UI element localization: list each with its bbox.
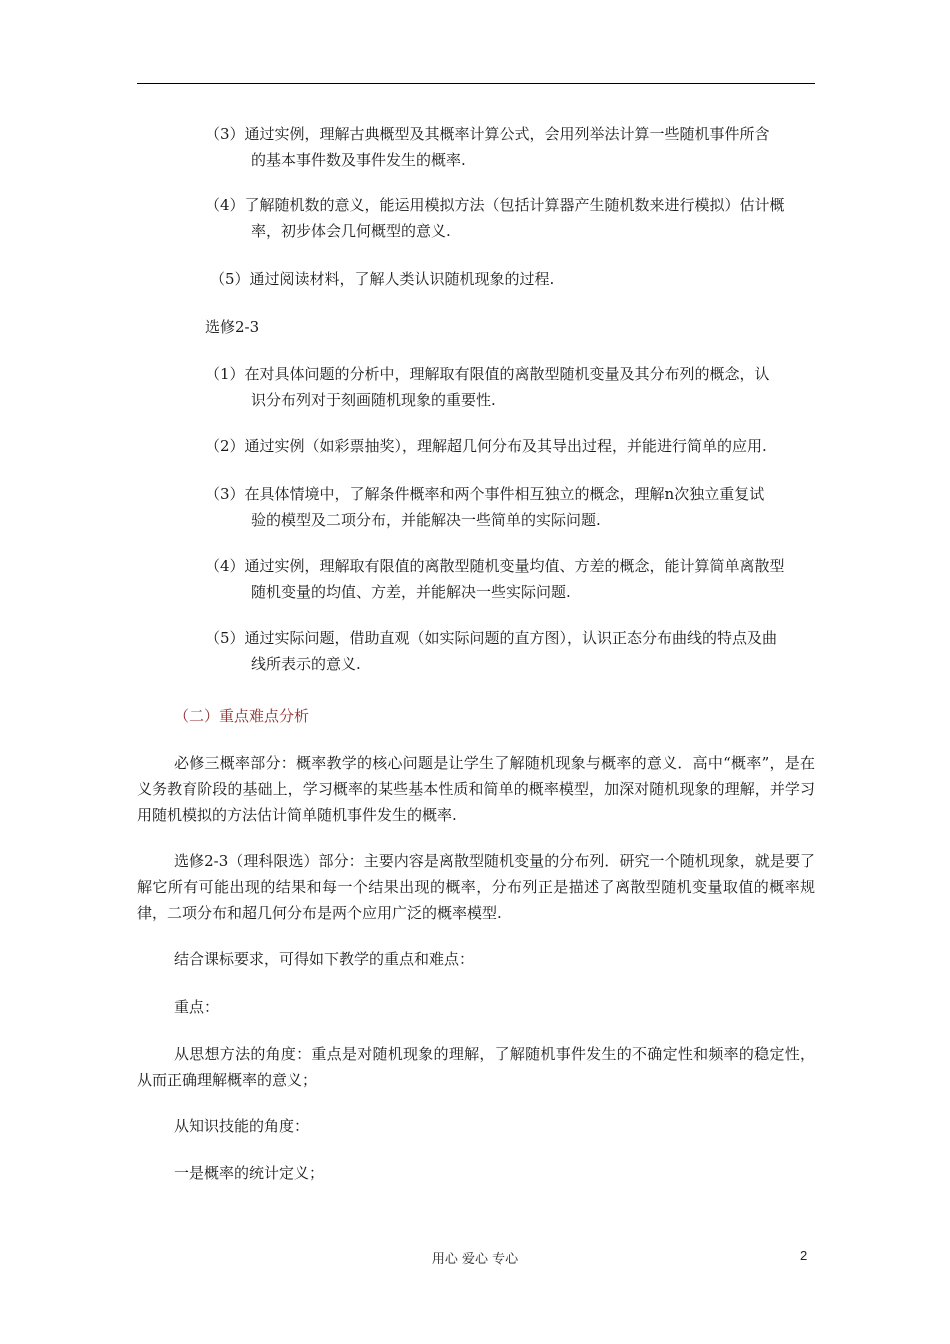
footer-text: 用心 爱心 专心 — [431, 1252, 519, 1267]
item-text: （4）通过实例，理解取有限值的离散型随机变量均值、方差的概念，能计算简单离散型 — [205, 557, 785, 575]
header-rule — [137, 83, 815, 84]
list-item-e23-3 — [205, 481, 817, 533]
list-item-e23-4 — [205, 553, 817, 605]
paragraph-statistical-definition: 一是概率的统计定义； — [174, 1164, 325, 1182]
section-title-elective23: 选修2-3 — [205, 318, 260, 336]
item-text: （4）了解随机数的意义，能运用模拟方法（包括计算器产生随机数来进行模拟）估计概 — [205, 196, 785, 214]
item-continuation: 验的模型及二项分布，并能解决一些简单的实际问题. — [251, 511, 601, 529]
paragraph-compulsory: 必修三概率部分：概率教学的核心问题是让学生了解随机现象与概率的意义．高中“概率”，是在义务教育阶段的基础上，学习概率的某些基本性质和简单的概率模型，加深对随机现象的理解，并学习用随机模拟的方法估计简单随机事件发生的概率. — [137, 754, 815, 824]
list-item-e3-5: （5）通过阅读材料，了解人类认识随机现象的过程. — [210, 270, 555, 288]
list-item-e3-3 — [205, 121, 817, 173]
paragraph-knowledge-skills: 从知识技能的角度： — [174, 1117, 310, 1135]
list-item-e3-4 — [205, 192, 817, 244]
item-continuation: 识分布列对于刻画随机现象的重要性. — [251, 391, 496, 409]
item-text: （3）在具体情境中，了解条件概率和两个事件相互独立的概念，理解n次独立重复试 — [205, 485, 765, 503]
paragraph-thinking-method: 从思想方法的角度：重点是对随机现象的理解，了解随机事件发生的不确定性和频率的稳定性，从而正确理解概率的意义； — [137, 1045, 815, 1089]
list-item-e23-2: （2）通过实例（如彩票抽奖），理解超几何分布及其导出过程，并能进行简单的应用. — [205, 437, 767, 455]
paragraph-key-points: 重点： — [174, 998, 220, 1016]
page-number: 2 — [800, 1248, 808, 1263]
item-continuation: 随机变量的均值、方差，并能解决一些实际问题. — [251, 583, 571, 601]
paragraph-summary: 结合课标要求，可得如下教学的重点和难点： — [174, 950, 475, 968]
list-item-e23-1 — [205, 361, 817, 413]
list-item-e23-5 — [205, 625, 817, 677]
item-text: （1）在对具体问题的分析中，理解取有限值的离散型随机变量及其分布列的概念，认 — [205, 365, 770, 383]
item-continuation: 的基本事件数及事件发生的概率. — [251, 151, 466, 169]
item-continuation: 率，初步体会几何概型的意义. — [251, 222, 451, 240]
paragraph-elective: 选修2-3（理科限选）部分：主要内容是离散型随机变量的分布列．研究一个随机现象，就是要了解它所有可能出现的结果和每一个结果出现的概率，分布列正是描述了离散型随机变量取值的概率规律，二项分布和超几何分布是两个应用广泛的概率模型. — [137, 852, 815, 922]
section-heading-analysis: （二）重点难点分析 — [174, 707, 310, 725]
item-text: （5）通过实际问题，借助直观（如实际问题的直方图），认识正态分布曲线的特点及曲 — [205, 629, 778, 647]
item-text: （3）通过实例，理解古典概型及其概率计算公式，会用列举法计算一些随机事件所含 — [205, 125, 770, 143]
item-continuation: 线所表示的意义. — [251, 655, 361, 673]
